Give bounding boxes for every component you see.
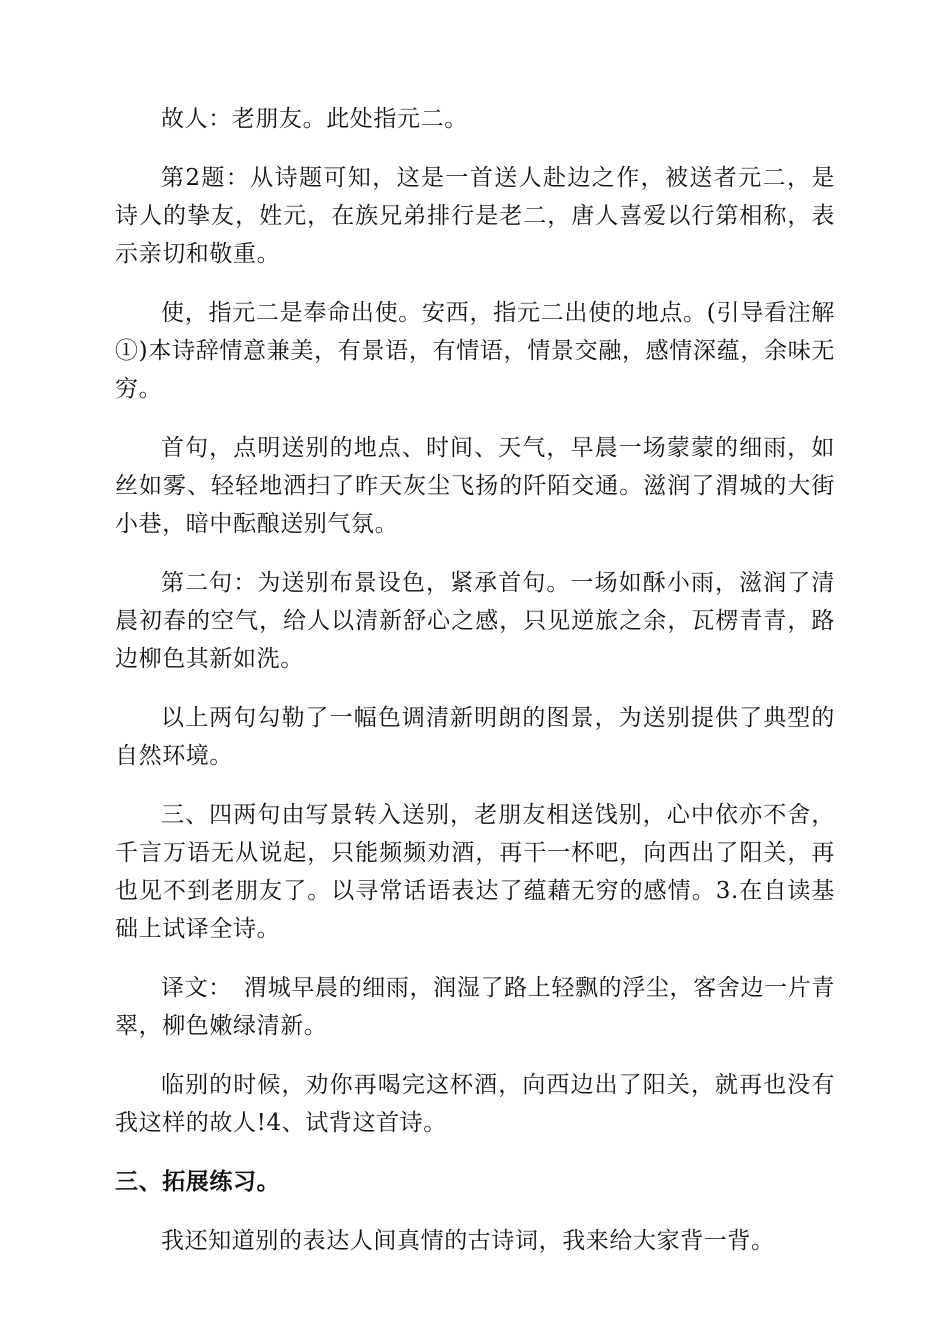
paragraph-shi-anxi: 使，指元二是奉命出使。安西，指元二出使的地点。(引导看注解①)本诗辞情意兼美，有景语，有情语，情景交融，感情深蕴，余味无穷。: [115, 300, 835, 402]
paragraph-guren: 故人：老朋友。此处指元二。: [161, 106, 468, 132]
paragraph-translation: 译文： 渭城早晨的细雨，润湿了路上轻飘的浮尘，客舍边一片青翠，柳色嫩绿清新。: [115, 975, 835, 1039]
paragraph-third-fourth-lines: 三、四两句由写景转入送别，老朋友相送饯别，心中依亦不舍，千言万语无从说起，只能频频劝酒，再干一杯吧，向西出了阳关，再也见不到老朋友了。以寻常话语表达了蕴藉无穷的感情。3.在自读基础上试译全诗。: [115, 802, 835, 942]
paragraph-farewell: 临别的时候，劝你再喝完这杯酒，向西边出了阳关，就再也没有我这样的故人!4、试背这首诗。: [115, 1072, 835, 1136]
paragraph-second-line: 第二句：为送别布景设色，紧承首句。一场如酥小雨，滋润了清晨初春的空气，给人以清新舒心之感，只见逆旅之余，瓦楞青青，路边柳色其新如洗。: [115, 570, 835, 672]
document-body: [115, 100, 835, 1281]
paragraph-summary: 以上两句勾勒了一幅色调清新明朗的图景，为送别提供了典型的自然环境。: [115, 705, 835, 769]
paragraph-closing: 我还知道别的表达人间真情的古诗词，我来给大家背一背。: [161, 1228, 775, 1254]
paragraph-question-2: 第2题：从诗题可知，这是一首送人赴边之作，被送者元二，是诗人的挚友，姓元，在族兄弟排行是老二，唐人喜爱以行第相称，表示亲切和敬重。: [115, 165, 835, 267]
paragraph-first-line: 首句，点明送别的地点、时间、天气，早晨一场蒙蒙的细雨，如丝如雾、轻轻地洒扫了昨天灰尘飞扬的阡陌交通。滋润了渭城的大街小巷，暗中酝酿送别气氛。: [115, 435, 835, 537]
section-heading: 三、拓展练习。: [115, 1168, 281, 1195]
